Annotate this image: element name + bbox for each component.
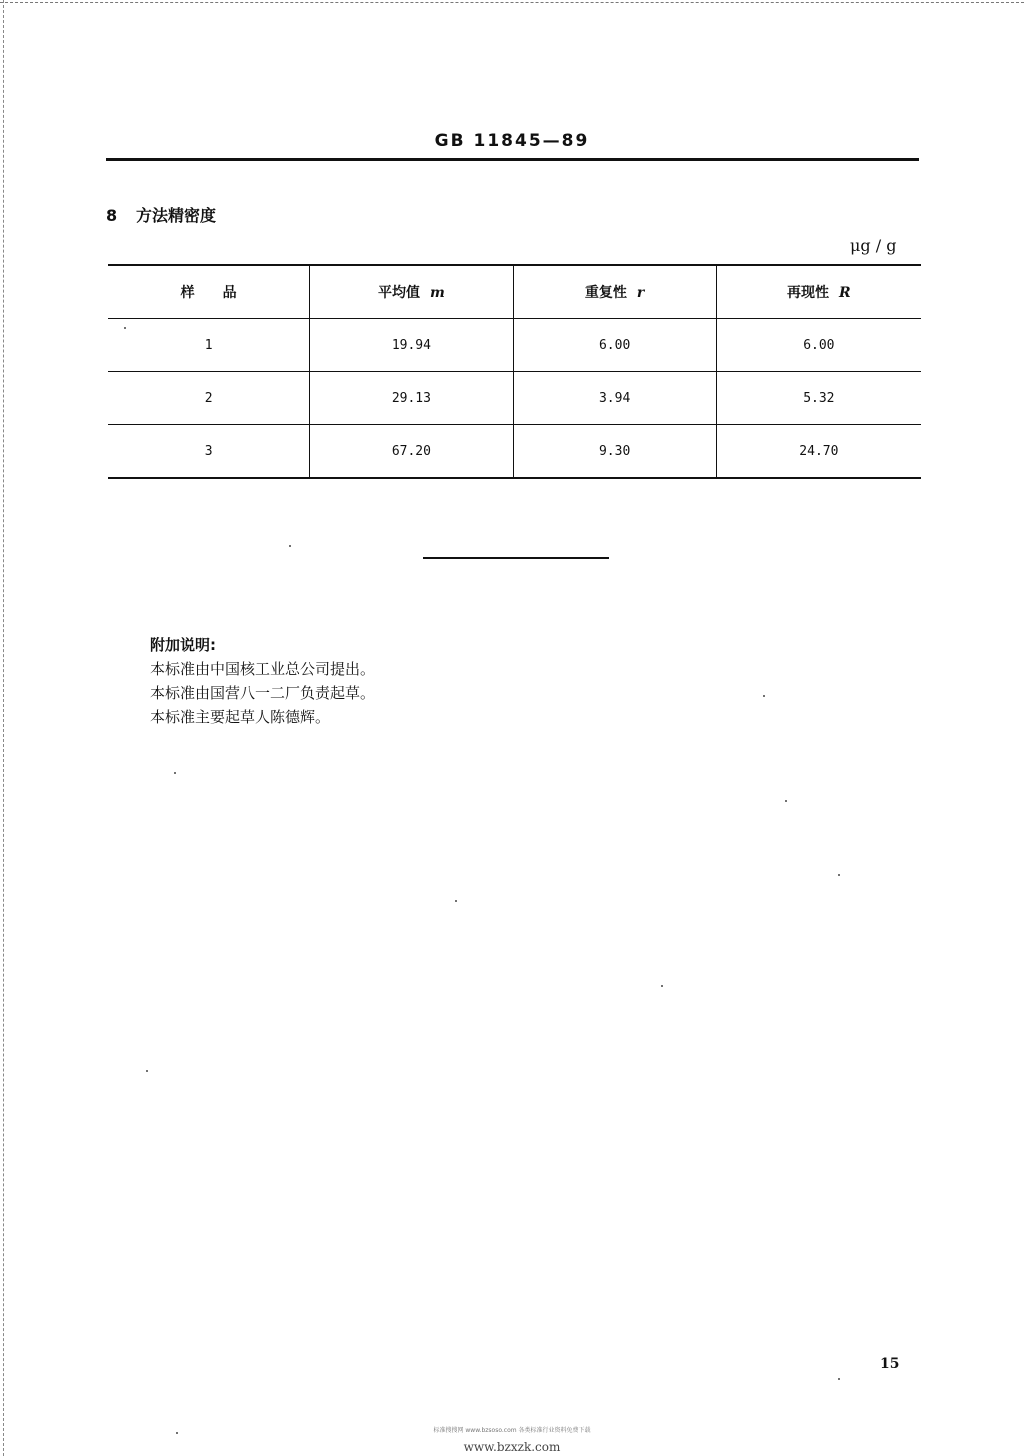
note-line: 本标准由国营八一二厂负责起草。 xyxy=(150,684,376,702)
table-header-row xyxy=(108,265,921,319)
cell-reproducibility: 6.00 xyxy=(716,319,921,372)
repeatability-symbol: r xyxy=(636,285,645,301)
note-line: 本标准由中国核工业总公司提出。 xyxy=(150,660,376,678)
additional-notes xyxy=(150,633,375,729)
scan-speck xyxy=(838,1378,840,1380)
cell-mean: 29.13 xyxy=(310,372,513,425)
cell-mean: 19.94 xyxy=(310,319,513,372)
scan-speck xyxy=(174,772,176,774)
cell-repeatability: 3.94 xyxy=(513,372,716,425)
footer-watermark-text: 标准搜搜网 www.bzsoso.com 各类标准行业资料免费下载 xyxy=(433,1427,591,1434)
table-row xyxy=(108,372,921,425)
table-unit: μg / g xyxy=(850,236,897,255)
scan-speck xyxy=(146,1070,148,1072)
scan-speck xyxy=(289,545,291,547)
footer-url: www.bzxzk.com xyxy=(463,1440,561,1454)
scan-speck xyxy=(124,327,126,329)
scan-speck xyxy=(455,900,457,902)
cell-repeatability: 9.30 xyxy=(513,425,716,479)
cell-mean: 67.20 xyxy=(310,425,513,479)
mean-symbol: m xyxy=(429,285,445,301)
section-heading xyxy=(106,203,216,226)
notes-heading: 附加说明: xyxy=(150,636,216,654)
cell-repeatability: 6.00 xyxy=(513,319,716,372)
header-rule xyxy=(106,158,919,161)
end-of-text-rule xyxy=(423,557,609,559)
note-line: 本标准主要起草人陈德辉。 xyxy=(150,708,331,726)
column-header-reproducibility: 再现性 R xyxy=(716,265,921,319)
precision-table xyxy=(108,264,921,479)
cell-sample: 3 xyxy=(204,443,213,459)
scan-speck xyxy=(661,985,663,987)
column-header-repeatability: 重复性 r xyxy=(513,265,716,319)
scan-speck xyxy=(176,1432,178,1434)
table-row xyxy=(108,425,921,479)
page-number: 15 xyxy=(880,1356,900,1372)
table-row xyxy=(108,319,921,372)
column-header-mean: 平均值 m xyxy=(310,265,513,319)
reproducibility-symbol: R xyxy=(839,285,851,301)
scan-edge-top xyxy=(0,2,1024,3)
cell-sample: 1 xyxy=(204,337,213,353)
scan-speck xyxy=(838,874,840,876)
cell-reproducibility: 24.70 xyxy=(716,425,921,479)
scan-speck xyxy=(763,695,765,697)
section-number: 8 xyxy=(106,206,118,225)
column-header-sample: 样 品 xyxy=(180,285,237,301)
section-title: 方法精密度 xyxy=(136,206,217,225)
scan-edge-left xyxy=(3,0,4,1456)
cell-sample: 2 xyxy=(204,390,213,406)
cell-reproducibility: 5.32 xyxy=(716,372,921,425)
scan-speck xyxy=(785,800,787,802)
standard-number-header: GB 11845—89 xyxy=(434,131,590,151)
